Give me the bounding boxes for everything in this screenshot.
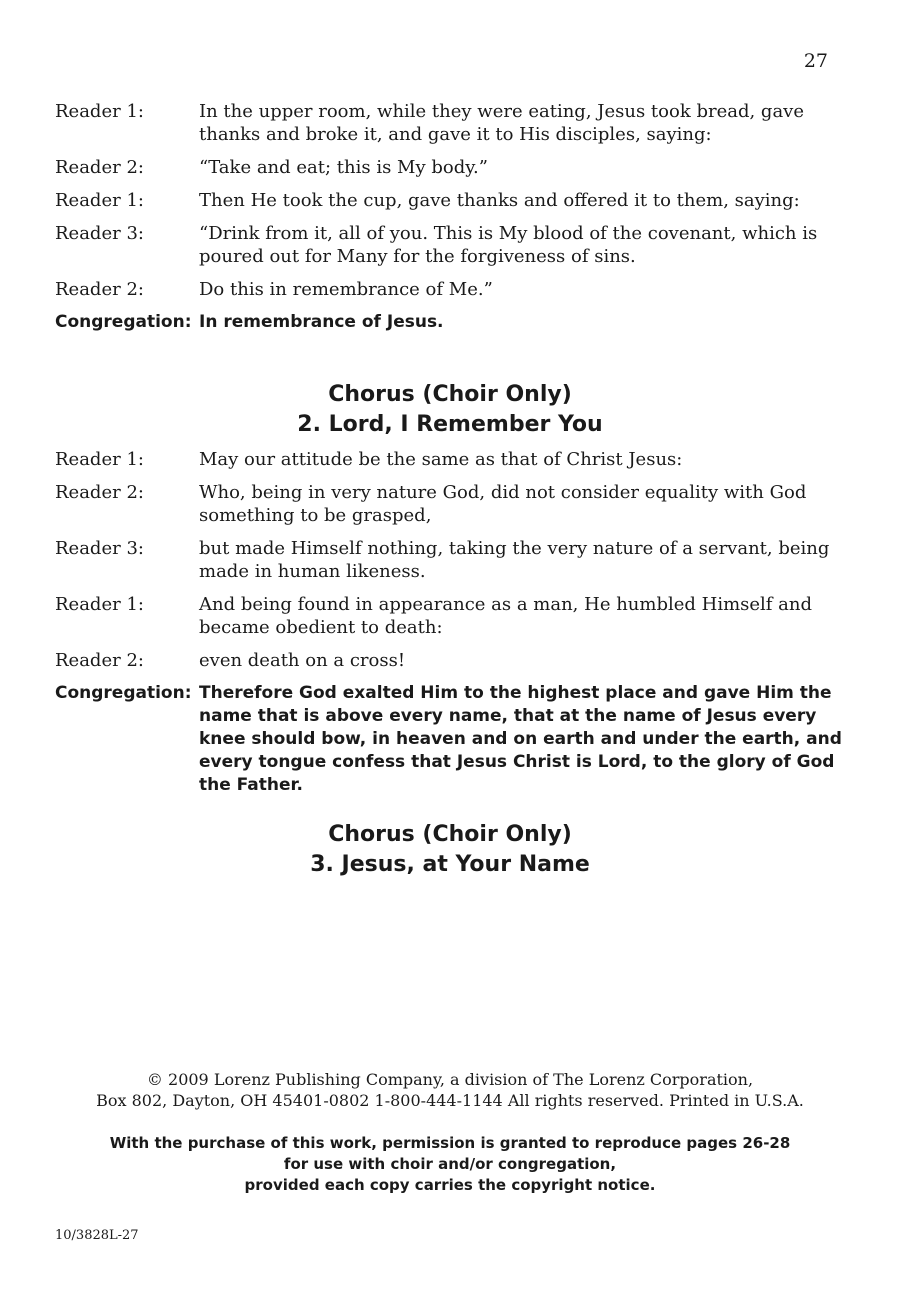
reading-text: And being found in appearance as a man, He humbled Himself and became obedient to death:	[199, 594, 813, 638]
reading-line	[55, 278, 845, 301]
speaker-label: Congregation:	[55, 683, 192, 703]
reading-line	[55, 189, 845, 212]
page-number: 27	[803, 50, 828, 72]
speaker-label: Reader 3:	[55, 538, 144, 559]
reading-line	[55, 649, 845, 672]
permission-line: provided each copy carries the copyright notice.	[244, 1176, 656, 1194]
reading-text: Do this in remembrance of Me.”	[199, 279, 493, 300]
chorus-title: 2. Lord, I Remember You	[297, 412, 603, 437]
reading-text: Who, being in very nature God, did not consider equality with God something to be grasped,	[199, 482, 807, 526]
chorus-heading-2	[0, 820, 900, 880]
reading-section-1	[55, 100, 845, 344]
reading-line	[55, 448, 845, 471]
reading-section-2	[55, 448, 845, 807]
permission-line: for use with choir and/or congregation,	[283, 1155, 617, 1173]
speaker-label: Reader 1:	[55, 190, 144, 211]
reading-line	[55, 222, 845, 268]
speaker-label: Reader 2:	[55, 650, 144, 671]
speaker-label: Reader 1:	[55, 101, 144, 122]
reading-line	[55, 481, 845, 527]
congregation-text: Therefore God exalted Him to the highest place and gave Him the name that is above every name, that at the name of Jesus every knee should bow, in heaven and on earth and under the earth, and every tongue confess that Jesus Christ is Lord, to the glory of God the Father.	[199, 683, 842, 795]
reading-text: even death on a cross!	[199, 650, 406, 671]
permission-line: With the purchase of this work, permission is granted to reproduce pages 26-28	[109, 1134, 791, 1152]
catalog-code: 10/3828L-27	[55, 1228, 139, 1243]
speaker-label: Reader 2:	[55, 279, 144, 300]
permission-notice	[0, 1133, 900, 1196]
reading-text: Then He took the cup, gave thanks and offered it to them, saying:	[199, 190, 800, 211]
chorus-title: 3. Jesus, at Your Name	[310, 852, 590, 877]
reading-text: “Take and eat; this is My body.”	[199, 157, 488, 178]
reading-text: In the upper room, while they were eating, Jesus took bread, gave thanks and broke it, and gave it to His disciples, saying:	[199, 101, 805, 145]
congregation-text: In remembrance of Jesus.	[199, 312, 444, 332]
congregation-line	[55, 311, 845, 334]
reading-text: but made Himself nothing, taking the very nature of a servant, being made in human likeness.	[199, 538, 830, 582]
speaker-label: Reader 1:	[55, 594, 144, 615]
reading-line	[55, 593, 845, 639]
chorus-label: Chorus (Choir Only)	[328, 822, 572, 847]
chorus-heading-1	[0, 380, 900, 440]
copyright-line: Box 802, Dayton, OH 45401-0802 1-800-444-1144 All rights reserved. Printed in U.S.A.	[96, 1091, 804, 1110]
reading-line	[55, 100, 845, 146]
speaker-label: Reader 3:	[55, 223, 144, 244]
speaker-label: Congregation:	[55, 312, 192, 332]
reading-text: “Drink from it, all of you. This is My blood of the covenant, which is poured out for Many for the forgiveness of sins.	[199, 223, 818, 267]
copyright-line: © 2009 Lorenz Publishing Company, a division of The Lorenz Corporation,	[146, 1070, 754, 1089]
speaker-label: Reader 2:	[55, 482, 144, 503]
reading-line	[55, 537, 845, 583]
speaker-label: Reader 1:	[55, 449, 144, 470]
reading-line	[55, 156, 845, 179]
chorus-label: Chorus (Choir Only)	[328, 382, 572, 407]
copyright-notice	[0, 1069, 900, 1111]
congregation-line	[55, 682, 845, 797]
reading-text: May our attitude be the same as that of Christ Jesus:	[199, 449, 683, 470]
speaker-label: Reader 2:	[55, 157, 144, 178]
